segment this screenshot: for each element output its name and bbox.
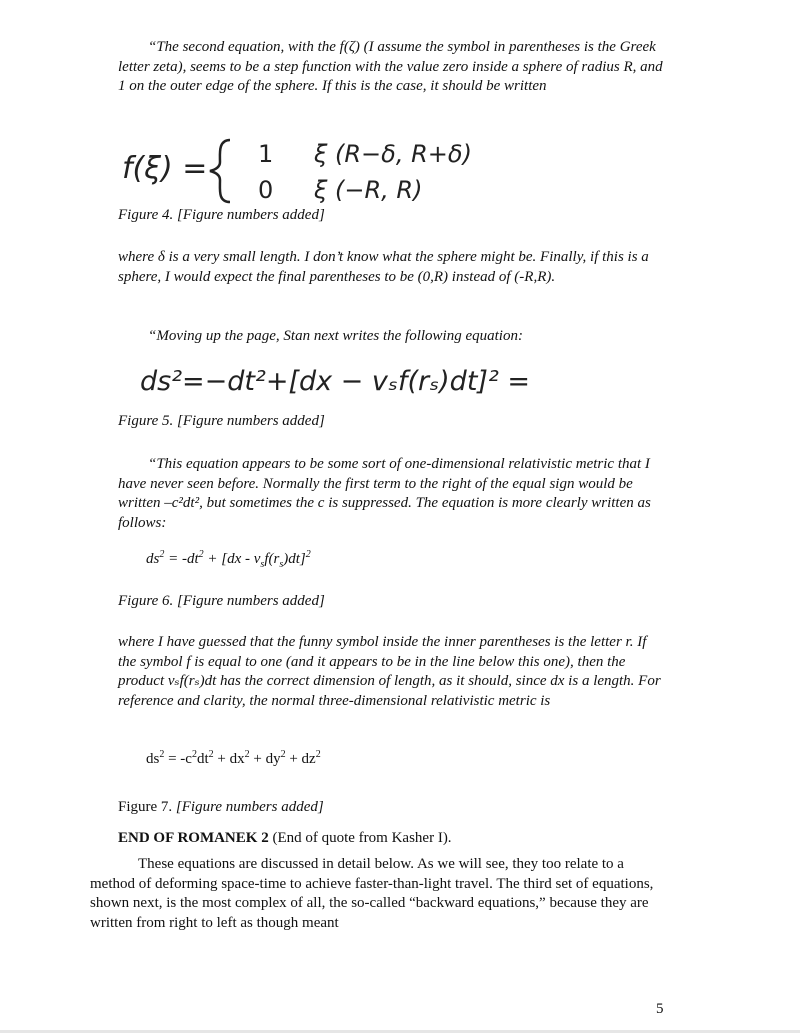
hand-eq-lhs: f(ξ) =	[122, 151, 208, 186]
hand-eq-case2-cond: ξ (−R, R)	[314, 176, 423, 204]
page-number: 5	[656, 1001, 664, 1017]
body-paragraph: These equations are discussed in detail below. As we will see, they too relate to a method of deforming space-time to achieve faster-than-light travel. The third set of equations, shown next, is the most complex of all, the so-called “backward equations,” because they are written from right to left as though meant	[90, 856, 654, 931]
figure-4-caption: Figure 4. [Figure numbers added]	[118, 207, 325, 223]
handwritten-equation-metric	[140, 356, 620, 402]
hand-eq2-text: ds²=−dt²+[dx − vₛf(rₛ)dt]² =	[140, 366, 530, 397]
figure-7-caption: Figure 7. [Figure numbers added]	[118, 799, 324, 815]
brace-shape	[210, 140, 230, 202]
paragraph-guess: where I have guessed that the funny symbol inside the inner parentheses is the letter r. If the symbol f is equal to one (and it appears to be in the line below this one), then the product vₛf(rₛ)dt has the correct dimension of length, as it should, since dx is a length. For reference and clarity, the normal three-dimensional relativistic metric is	[118, 634, 661, 709]
end-of-quote-heading: END OF ROMANEK 2 (End of quote from Kasher I).	[118, 830, 452, 846]
figure-5-caption: Figure 5. [Figure numbers added]	[118, 413, 325, 429]
paragraph-zeta: “The second equation, with the f(ζ) (I assume the symbol in parentheses is the Greek letter zeta), seems to be a step function with the value zero inside a sphere of radius R, and 1 on the outer edge of the sphere. If this is the case, it should be written	[118, 39, 663, 94]
equation-6: $ds^2 = -dt^2 + [dx - v_sf(r_s)dt]^2$	[146, 549, 311, 570]
paragraph-delta: where δ is a very small length. I don’t know what the sphere might be. Finally, if this is a sphere, I would expect the final parentheses to be (0,R) instead of (-R,R).	[118, 249, 649, 285]
paragraph-moving-up: “Moving up the page, Stan next writes the following equation:	[148, 328, 523, 344]
hand-eq-case1-value: 1	[258, 140, 274, 168]
figure-6-caption: Figure 6. [Figure numbers added]	[118, 593, 325, 609]
handwritten-equation-f	[118, 132, 578, 206]
hand-eq-case1-cond: ξ (R−δ, R+δ)	[314, 140, 472, 168]
hand-eq-case2-value: 0	[258, 176, 274, 204]
equation-7: $ds^2 = -c^2dt^2 + dx^2 + dy^2 + dz^2$	[146, 749, 321, 767]
paragraph-metric: “This equation appears to be some sort of one-dimensional relativistic metric that I have never seen before. Normally the first term to the right of the equal sign would be written –c²dt², but sometimes the c is suppressed. The equation is more clearly written as follows:	[118, 456, 651, 531]
